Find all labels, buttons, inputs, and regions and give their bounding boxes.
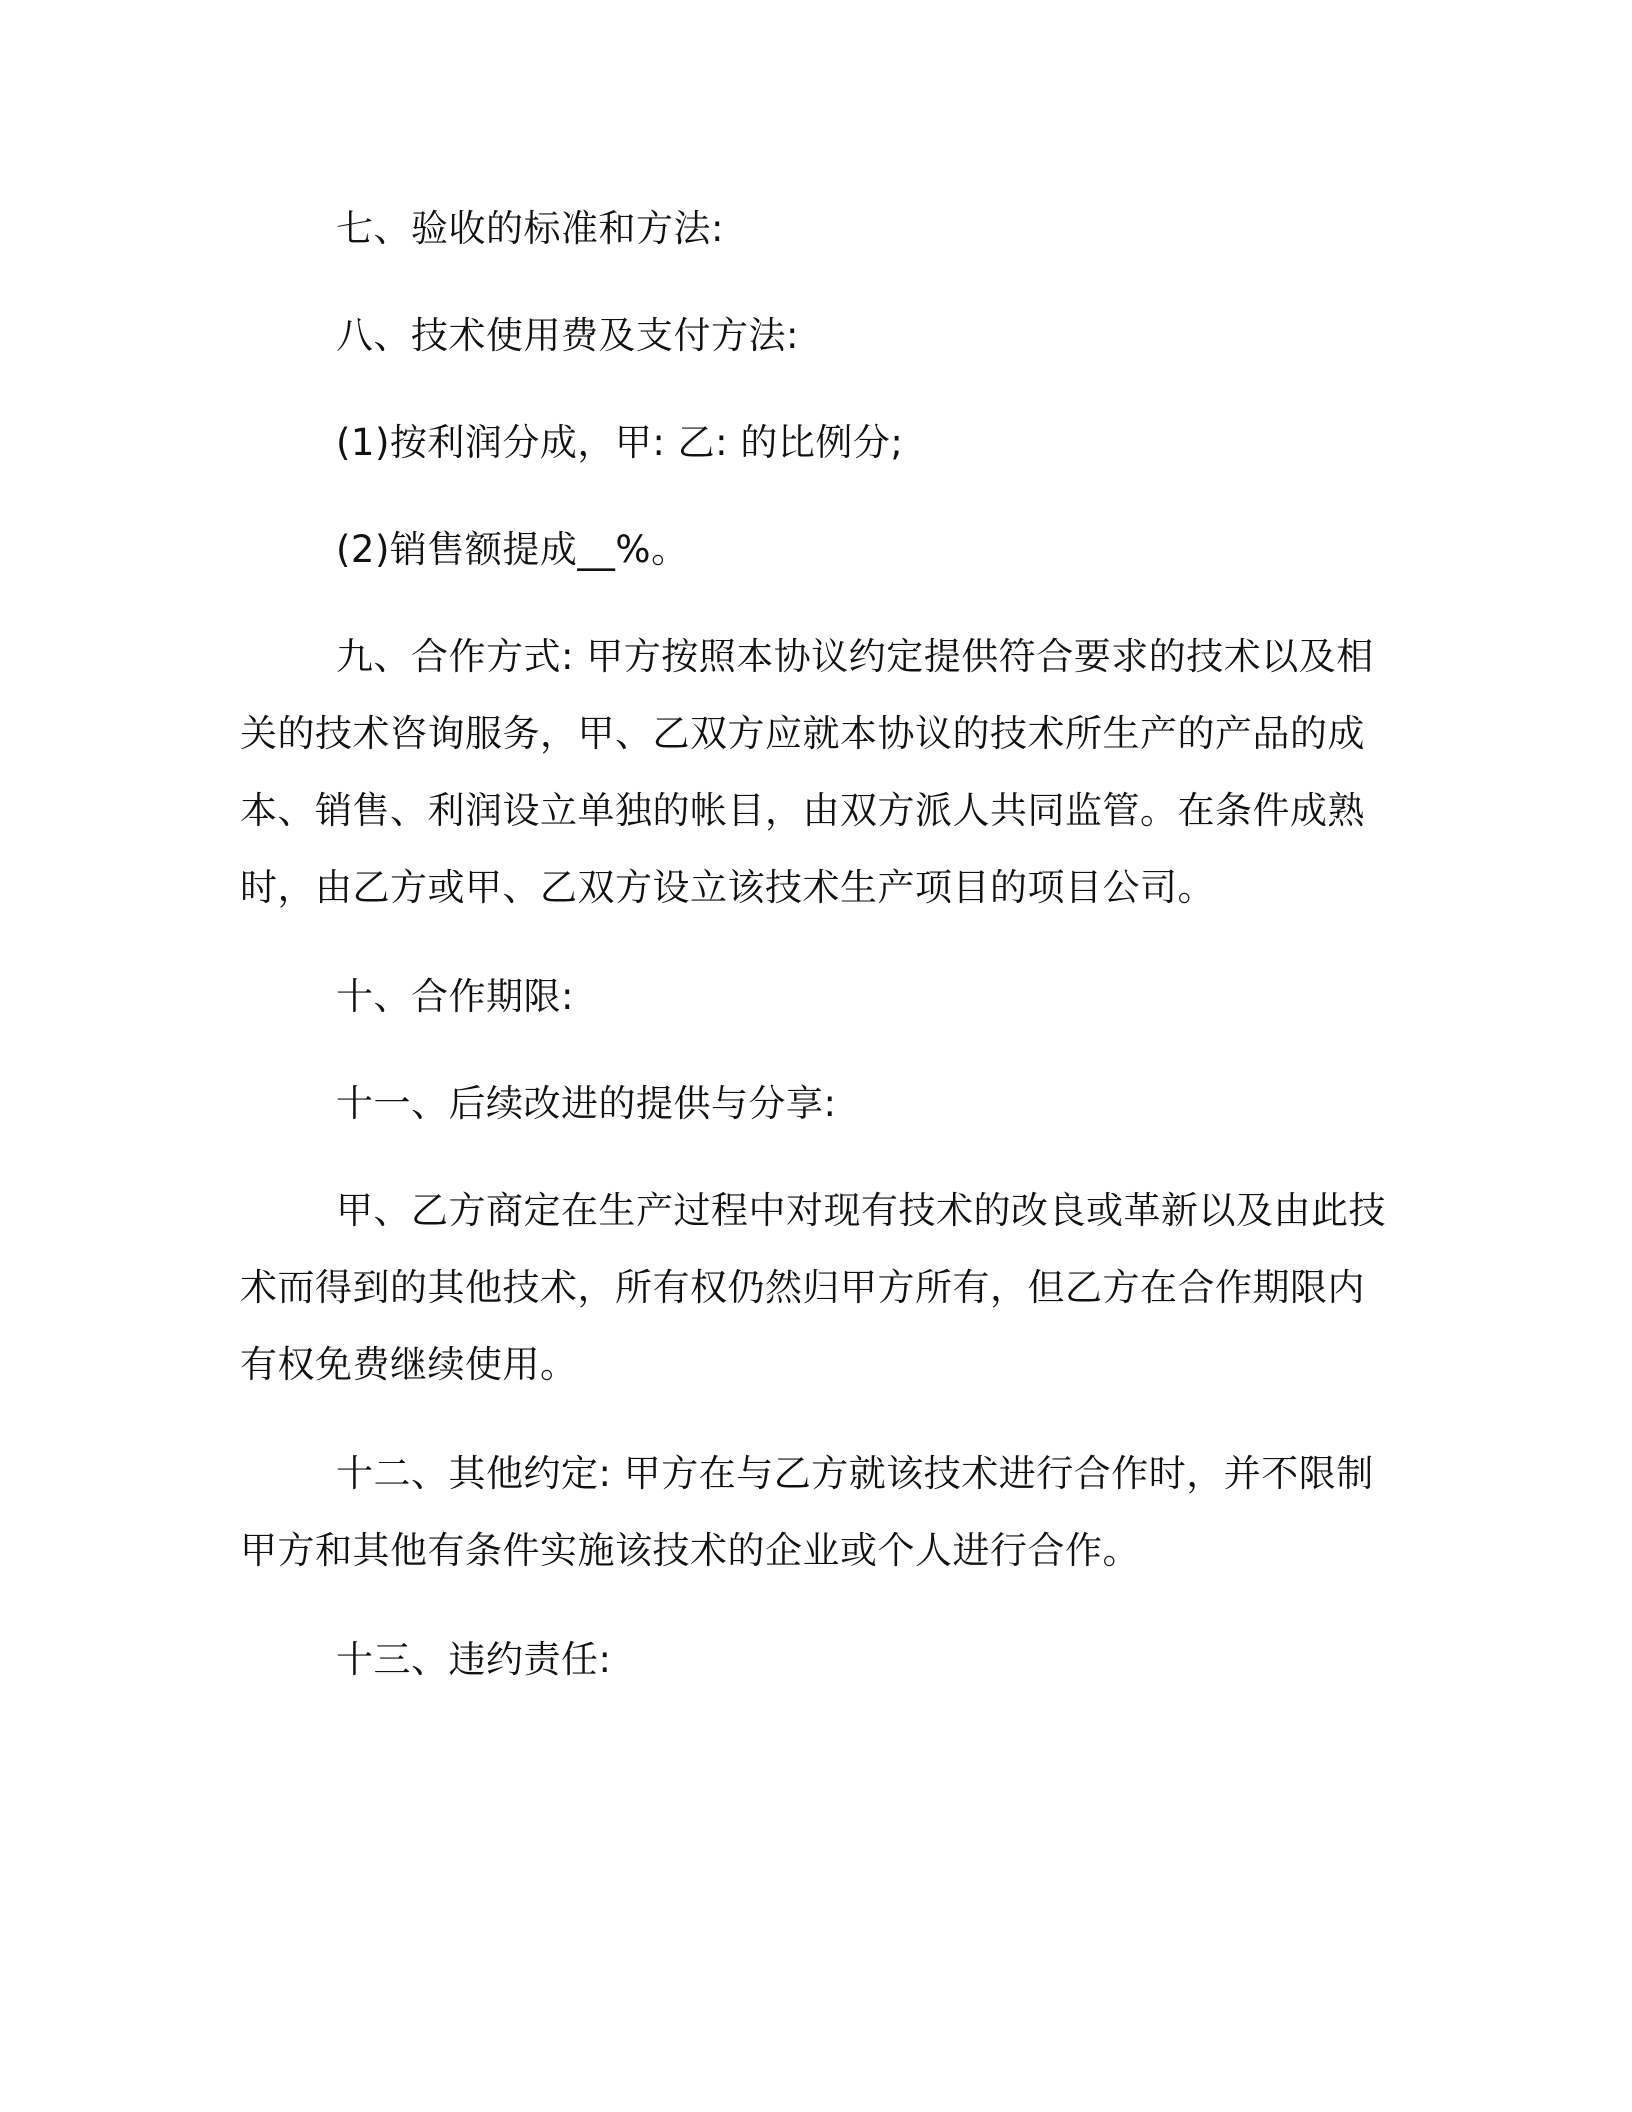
clause-12-paragraph: 十二、其他约定: 甲方在与乙方就该技术进行合作时，并不限制甲方和其他有条件实施该技术的企业或个人进行合作。 [240,1452,1374,1572]
clause-8-heading: 八、技术使用费及支付方法: [336,314,799,357]
clause-7-heading: 七、验收的标准和方法: [336,207,724,250]
clause-9-paragraph: 九、合作方式: 甲方按照本协议约定提供符合要求的技术以及相关的技术咨询服务，甲、乙双方应就本协议的技术所生产的产品的成本、销售、利润设立单独的帐目，由双方派人共同监管。在条件成熟时，由乙方或甲、乙双方设立该技术生产项目的项目公司。 [240,635,1374,909]
clause-8-item-2: (2)销售额提成__%。 [336,528,689,571]
clause-10-heading: 十、合作期限: [336,975,574,1018]
clause-11-paragraph: 甲、乙方商定在生产过程中对现有技术的改良或革新以及由此技术而得到的其他技术，所有权仍然归甲方所有，但乙方在合作期限内有权免费继续使用。 [240,1189,1386,1386]
clause-11-heading: 十一、后续改进的提供与分享: [336,1082,837,1125]
document-body [240,190,1390,1698]
clause-13-heading: 十三、违约责任: [336,1638,612,1681]
clause-8-item-1: (1)按利润分成，甲: 乙: 的比例分; [336,421,904,464]
